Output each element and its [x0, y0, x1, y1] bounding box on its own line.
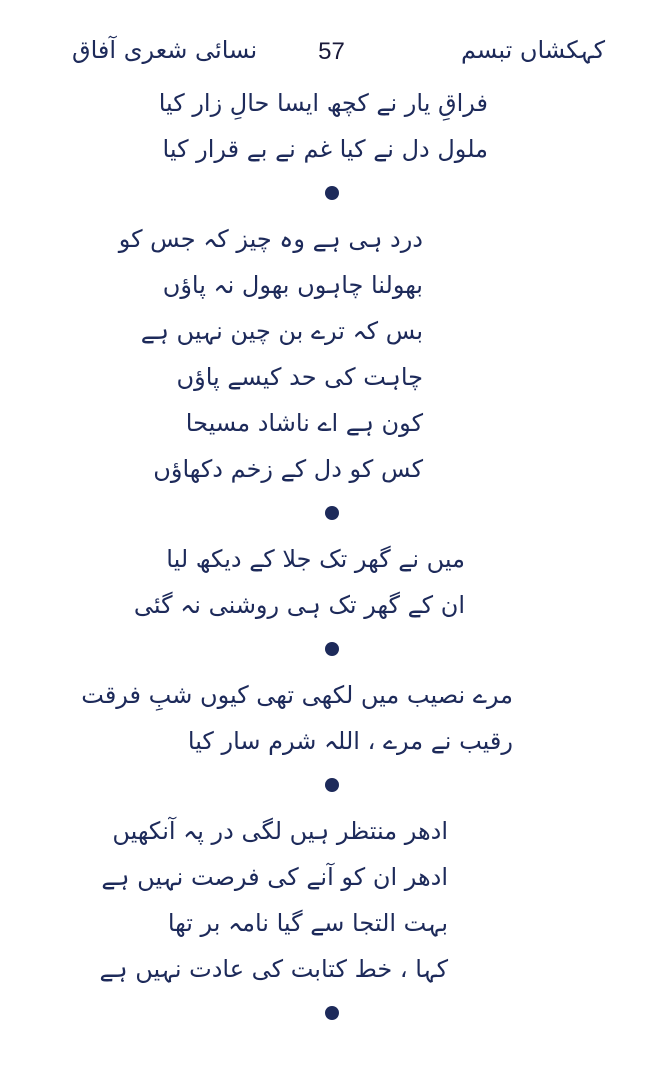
verse-line: فراقِ یار نے کچھ ایسا حالِ زار کیا [158, 89, 488, 117]
stanza [0, 808, 663, 992]
page-number: 57 [318, 38, 345, 65]
stanza-separator-dot [325, 1006, 339, 1020]
verse-line: ان کے گھر تک ہی روشنی نہ گئی [133, 591, 465, 619]
verse-line: بہت التجا سے گیا نامہ بر تھا [167, 909, 448, 937]
verse-line: مرے نصیب میں لکھی تھی کیوں شبِ فرقت [81, 681, 513, 709]
verse-line: میں نے گھر تک جلا کے دیکھ لیا [166, 545, 465, 573]
verse-line: کہا ، خط کتابت کی عادت نہیں ہے [99, 955, 448, 983]
stanza [0, 80, 663, 172]
book-title: کہکشاں تبسم [460, 36, 605, 64]
stanza-separator-dot [325, 778, 339, 792]
verse-line: ادھر ان کو آنے کی فرصت نہیں ہے [101, 863, 448, 891]
verse-line: رقیب نے مرے ، اللہ شرم سار کیا [187, 727, 513, 755]
verse-line: ادھر منتظر ہیں لگی در پہ آنکھیں [112, 817, 448, 845]
verse-line: چاہت کی حد کیسے پاؤں [176, 363, 423, 391]
poem-content [0, 80, 663, 1020]
verse-line: بس کہ ترے بن چین نہیں ہے [140, 317, 423, 345]
stanza-separator-dot [325, 506, 339, 520]
verse-line: درد ہی ہے وہ چیز کہ جس کو [118, 225, 423, 253]
stanza [0, 536, 663, 628]
stanza [0, 672, 663, 764]
running-title: نسائی شعری آفاق [72, 36, 258, 64]
verse-line: بھولنا چاہوں بھول نہ پاؤں [162, 271, 423, 299]
page-header [0, 36, 663, 76]
stanza-separator-dot [325, 642, 339, 656]
verse-line: ملول دل نے کیا غم نے بے قرار کیا [162, 135, 488, 163]
stanza-separator-dot [325, 186, 339, 200]
verse-line: کون ہے اے ناشاد مسیحا [185, 409, 423, 437]
stanza [0, 216, 663, 492]
verse-line: کس کو دل کے زخم دکھاؤں [153, 455, 423, 483]
